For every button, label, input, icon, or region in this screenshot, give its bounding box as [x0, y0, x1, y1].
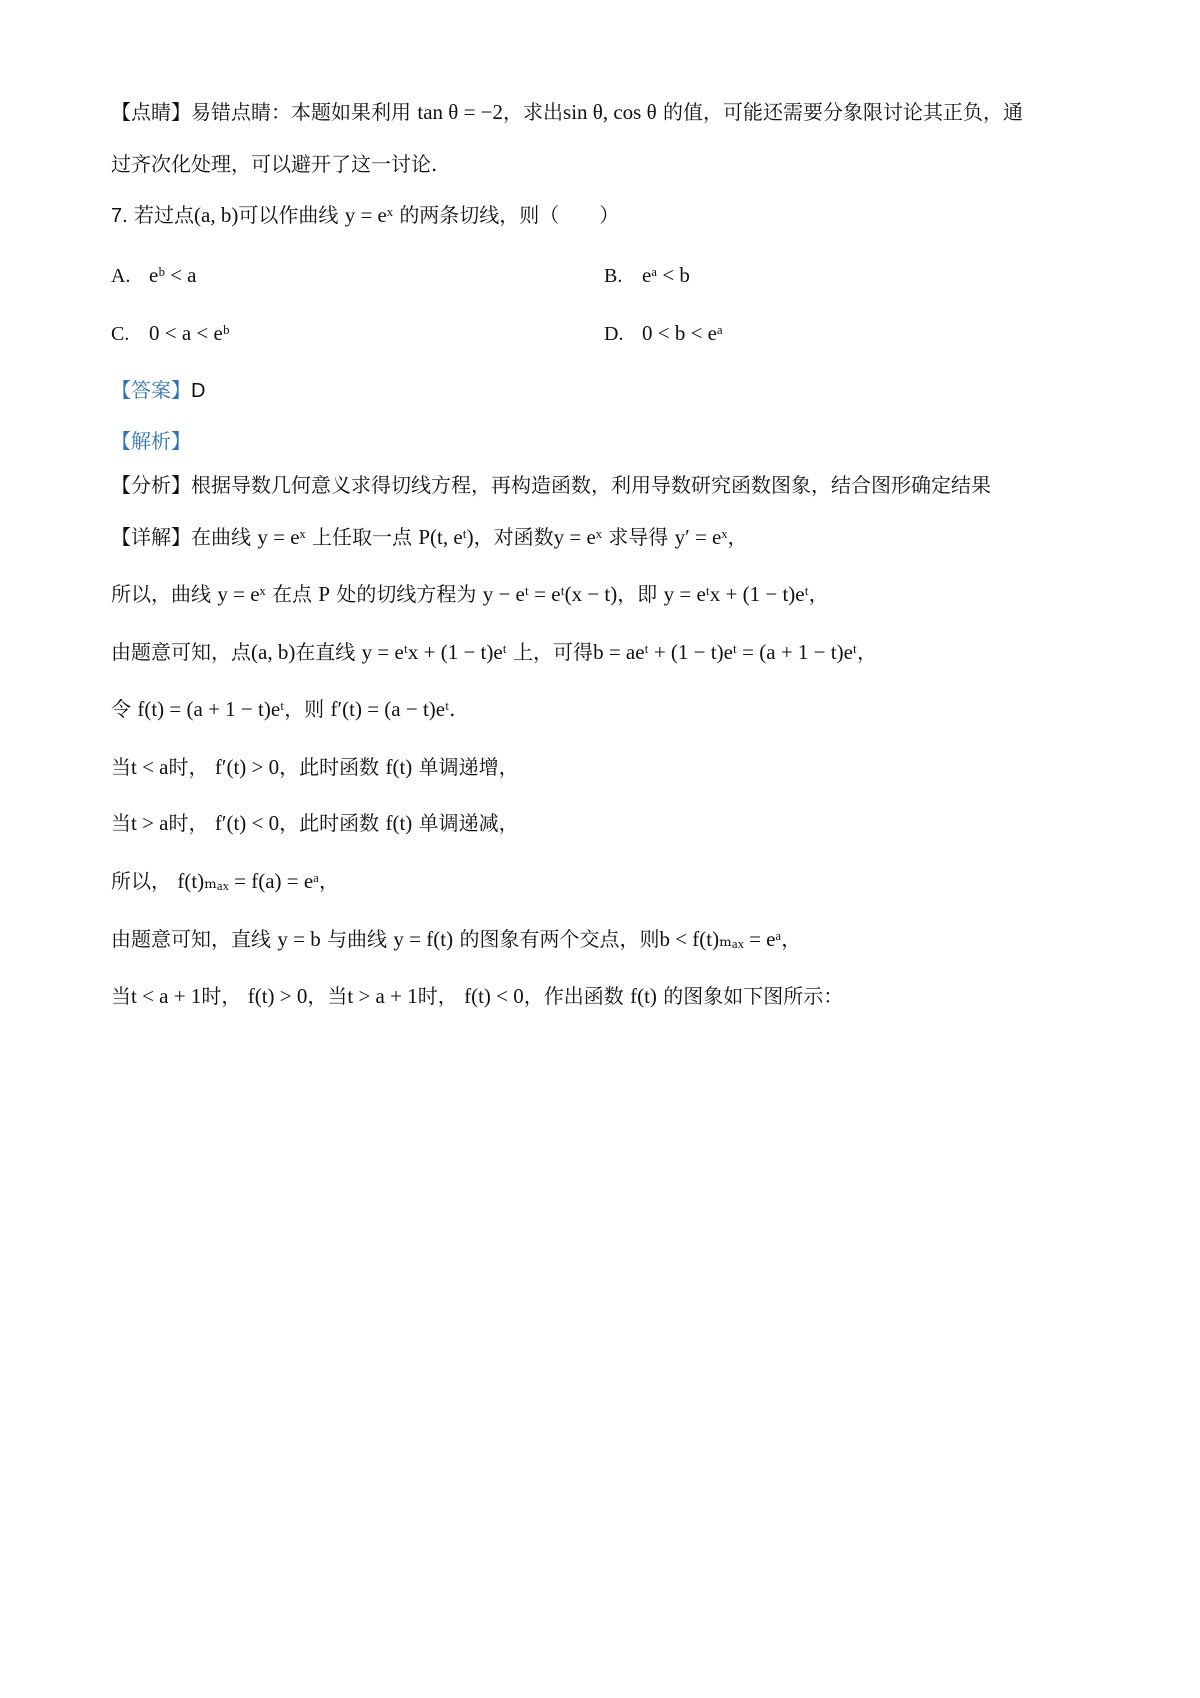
- formula-point-ab: (a, b): [194, 203, 239, 227]
- fenxi-line: [111, 468, 991, 502]
- formula: t > a: [131, 811, 169, 835]
- formula: y = b: [277, 927, 321, 951]
- option-c: [111, 316, 229, 351]
- solution-text: 当: [111, 984, 131, 1008]
- solution-text: 的图象如下图所示：: [663, 984, 844, 1008]
- solution-label: 【详解】: [111, 525, 191, 549]
- formula: f(t) > 0: [247, 984, 308, 1008]
- formula: f(t)ₘₐₓ = f(a) = eᵃ: [177, 869, 319, 893]
- solution-text: ，此时函数: [279, 811, 380, 835]
- question-text: 若过点: [134, 203, 195, 227]
- formula: f(t): [630, 984, 657, 1008]
- formula: f(t) = (a + 1 − t)eᵗ: [137, 697, 285, 721]
- solution-text: 与曲线: [327, 927, 388, 951]
- solution-line-4: [111, 692, 455, 726]
- solution-text: 所以，曲线: [111, 582, 211, 606]
- solution-text: .: [449, 697, 456, 721]
- solution-text: ，: [781, 927, 802, 951]
- solution-text: 所以，: [111, 869, 171, 893]
- option-label: C.: [111, 323, 130, 345]
- dianjing-text: 的值，可能还需要分象限讨论其正负，通: [663, 100, 1023, 124]
- dianjing-text: 过齐次化处理，可以避开了这一讨论.: [111, 152, 438, 176]
- solution-text: ，当: [307, 984, 348, 1008]
- formula: f(t): [385, 811, 413, 835]
- solution-line-9: [111, 979, 843, 1013]
- solution-text: ，对函数: [473, 525, 554, 549]
- formula: b = aeᵗ + (1 − t)eᵗ = (a + 1 − t)eᵗ: [593, 640, 857, 664]
- formula: t > a + 1: [347, 984, 418, 1008]
- solution-line-5: [111, 750, 519, 784]
- analysis-heading: 【解析】: [111, 429, 191, 453]
- formula: y′ = eˣ: [674, 525, 728, 549]
- option-a: [111, 258, 197, 293]
- solution-text: 在直线: [295, 640, 356, 664]
- formula: f′(t) = (a − t)eᵗ: [330, 697, 450, 721]
- solution-text: 时，: [417, 984, 458, 1008]
- solution-text: 由题意可知，点: [111, 640, 251, 664]
- solution-text: 求导得: [608, 525, 669, 549]
- fenxi-label: 【分析】: [111, 473, 191, 497]
- question-text: 可以作曲线: [238, 203, 339, 227]
- solution-text: ，: [808, 582, 829, 606]
- fenxi-text: 根据导数几何意义求得切线方程，再构造函数，利用导数研究函数图象，结合图形确定结果: [191, 473, 991, 497]
- formula: y = eˣ: [553, 525, 602, 549]
- dianjing-label: 【点睛】: [111, 100, 191, 124]
- formula: y = eˣ: [217, 582, 266, 606]
- option-formula: 0 < b < eᵃ: [642, 321, 723, 345]
- option-label: A.: [111, 265, 131, 287]
- solution-text: 由题意可知，直线: [111, 927, 271, 951]
- question-stem: [111, 198, 619, 233]
- formula: t < a + 1: [131, 984, 202, 1008]
- solution-text: 的图象有两个交点，则: [459, 927, 660, 951]
- option-label: B.: [604, 265, 623, 287]
- option-label: D.: [604, 323, 624, 345]
- formula: f(t) < 0: [464, 984, 524, 1008]
- solution-line-3: [111, 635, 877, 669]
- dianjing-line-2: [111, 147, 437, 181]
- option-formula: eᵇ < a: [149, 263, 197, 287]
- answer-line: [111, 373, 205, 408]
- option-b: [604, 258, 690, 293]
- solution-text: ，: [727, 525, 748, 549]
- dianjing-text: 易错点睛：本题如果利用: [191, 100, 411, 124]
- formula: f(t): [385, 755, 413, 779]
- question-text: 的两条切线，则（ ）: [399, 203, 620, 227]
- solution-text: 在曲线: [191, 525, 251, 549]
- solution-text: ，此时函数: [279, 755, 380, 779]
- solution-text: 时，: [168, 811, 209, 835]
- solution-text: 时，: [201, 984, 242, 1008]
- solution-text: 当: [111, 755, 131, 779]
- solution-text: 在点: [271, 582, 312, 606]
- formula-sin-cos: sin θ, cos θ: [563, 100, 657, 124]
- solution-line-8: [111, 922, 801, 956]
- dianjing-line-1: [111, 95, 1023, 129]
- solution-line-2: [111, 577, 829, 611]
- formula: b < f(t)ₘₐₓ = eᵃ: [659, 927, 782, 951]
- option-formula: 0 < a < eᵇ: [149, 321, 230, 345]
- formula: P: [318, 582, 330, 606]
- formula-curve: y = eˣ: [344, 203, 393, 227]
- formula: y − eᵗ = eᵗ(x − t): [482, 582, 618, 606]
- formula: y = eˣ: [257, 525, 306, 549]
- formula: f′(t) > 0: [214, 755, 280, 779]
- solution-text: ，: [318, 869, 339, 893]
- solution-text: 令: [111, 697, 131, 721]
- solution-text: ，则: [284, 697, 325, 721]
- dianjing-text: ，求出: [503, 100, 564, 124]
- solution-text: 处的切线方程为: [336, 582, 477, 606]
- formula: f′(t) < 0: [214, 811, 280, 835]
- formula: y = f(t): [393, 927, 454, 951]
- solution-text: 当: [111, 811, 131, 835]
- formula-tan-theta: tan θ = −2: [417, 100, 504, 124]
- solution-line-7: [111, 864, 339, 898]
- answer-label: 【答案】: [111, 378, 191, 402]
- option-d: [604, 316, 723, 351]
- analysis-heading-line: [111, 424, 191, 458]
- formula: y = eᵗx + (1 − t)eᵗ: [361, 640, 507, 664]
- formula: P(t, eᵗ): [418, 525, 474, 549]
- solution-text: ，即: [617, 582, 658, 606]
- solution-text: ，: [856, 640, 877, 664]
- solution-text: 上任取一点: [311, 525, 412, 549]
- solution-line-1: [111, 520, 747, 554]
- option-formula: eᵃ < b: [642, 263, 690, 287]
- solution-text: 上，可得: [513, 640, 594, 664]
- formula: t < a: [131, 755, 169, 779]
- solution-text: 单调递减，: [418, 811, 519, 835]
- solution-text: 单调递增，: [418, 755, 519, 779]
- question-number: 7.: [111, 205, 128, 227]
- formula: (a, b): [251, 640, 296, 664]
- solution-line-6: [111, 806, 519, 840]
- answer-value: D: [191, 380, 206, 402]
- solution-text: 时，: [168, 755, 209, 779]
- solution-text: ，作出函数: [523, 984, 624, 1008]
- formula: y = eᵗx + (1 − t)eᵗ: [663, 582, 809, 606]
